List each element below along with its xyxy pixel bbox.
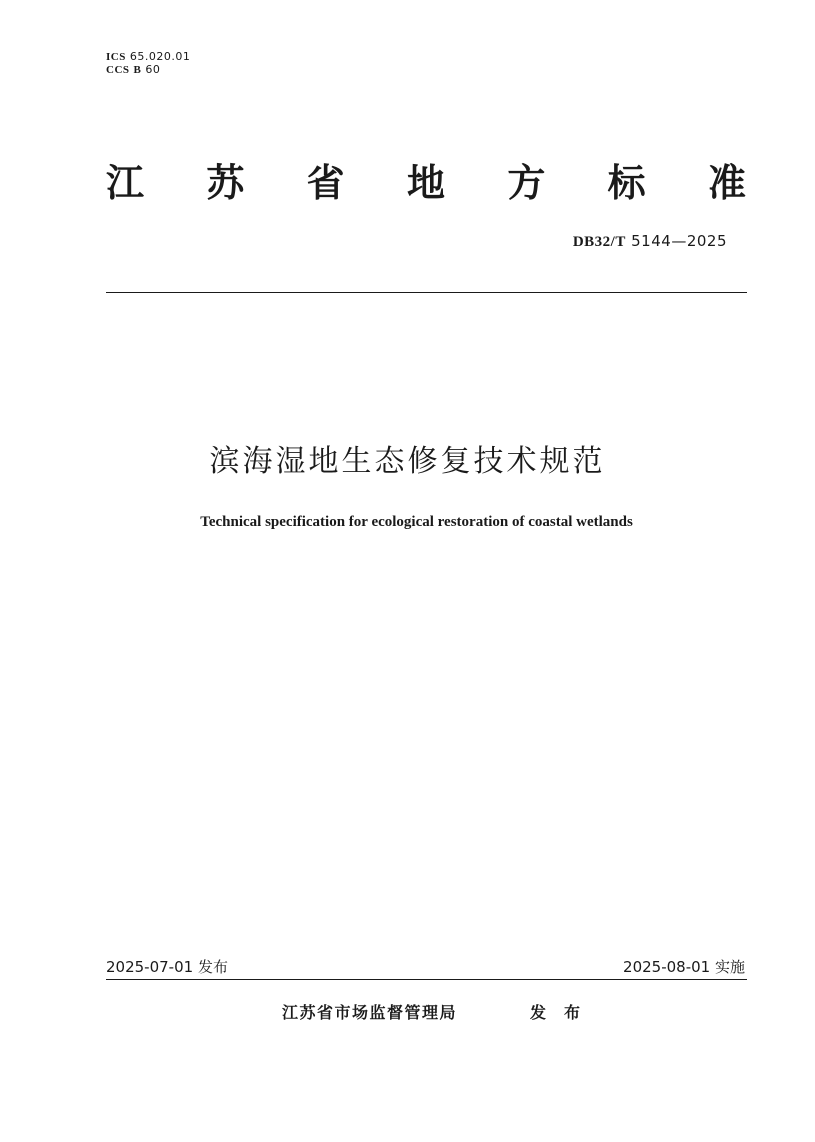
series-char: 苏 — [206, 161, 245, 205]
ccs-label: CCS — [106, 64, 130, 76]
standard-number — [573, 232, 727, 251]
standard-series-heading — [106, 160, 746, 206]
series-char: 准 — [707, 161, 746, 205]
issuing-action: 发布 — [530, 1003, 599, 1022]
ccs-value: 60 — [145, 63, 161, 76]
series-char: 地 — [406, 161, 445, 205]
ics-label: ICS — [106, 51, 126, 63]
bottom-divider — [106, 979, 747, 980]
document-title-chinese: 滨海湿地生态修复技术规范 — [209, 444, 606, 479]
series-char: 江 — [106, 161, 145, 205]
series-char: 标 — [607, 161, 646, 205]
ccs-class: B — [133, 64, 142, 76]
series-char: 方 — [507, 161, 546, 205]
publish-date: 2025-07-01 发布 — [106, 958, 228, 976]
standard-number-value: 5144—2025 — [631, 232, 727, 250]
ics-value: 65.020.01 — [129, 50, 191, 63]
top-divider — [106, 292, 747, 293]
series-char: 省 — [306, 161, 345, 205]
ics-code — [106, 50, 190, 64]
effective-date: 2025-08-01 实施 — [623, 958, 745, 976]
ccs-code — [106, 63, 160, 77]
standard-number-prefix: DB32/T — [572, 234, 626, 250]
document-title-english: Technical specification for ecological restoration of coastal wetlands — [200, 514, 633, 530]
issuing-authority: 江苏省市场监督管理局 — [282, 1003, 458, 1022]
